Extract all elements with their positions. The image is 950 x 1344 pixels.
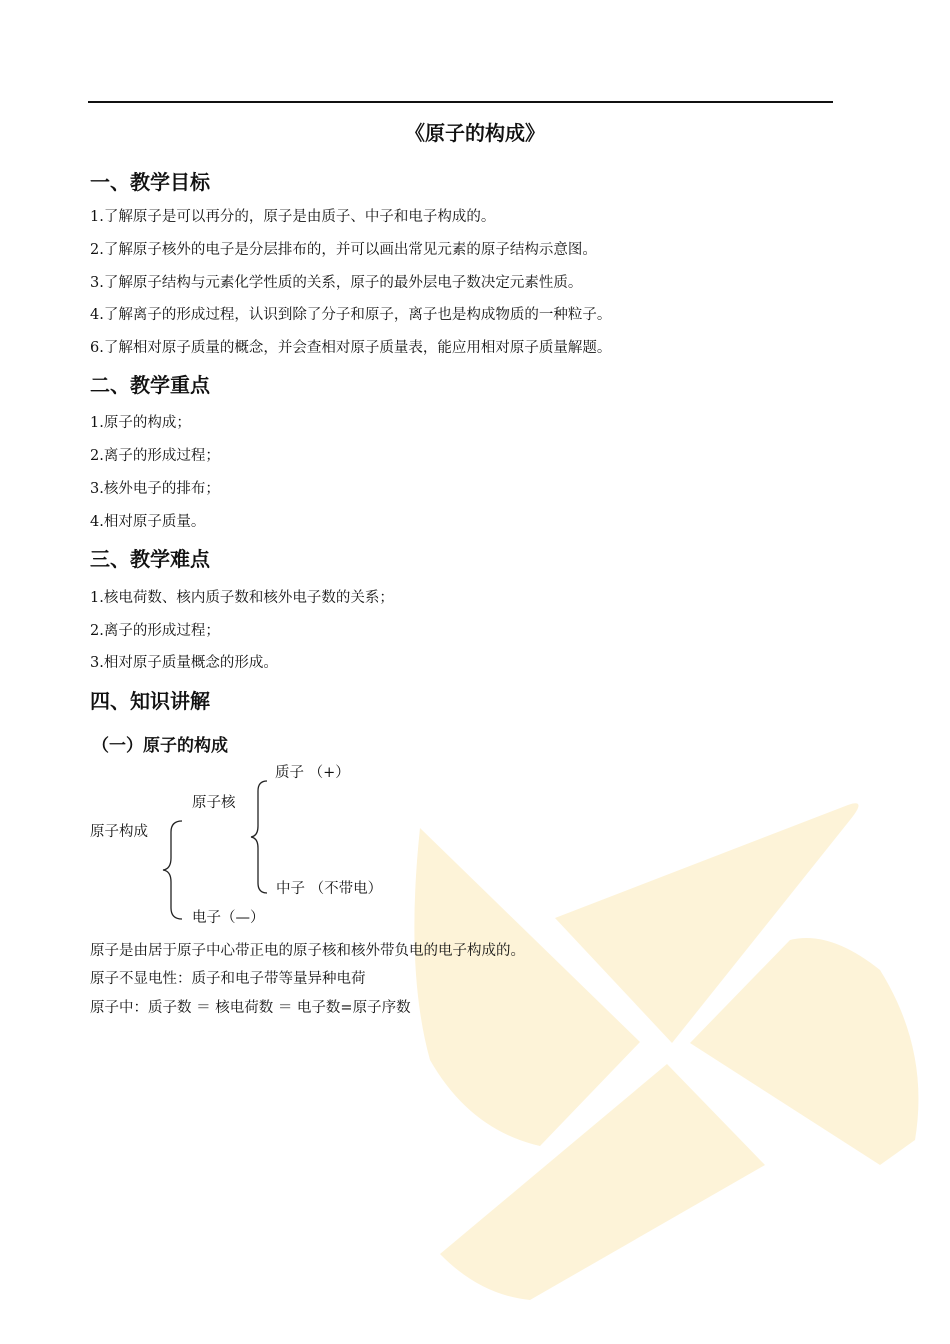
diagram-neutron-label: 中子 （不带电） xyxy=(276,881,383,897)
difficulty-item-2: 2.离子的形成过程； xyxy=(90,623,220,639)
diagram-nucleus-label: 原子核 xyxy=(192,795,236,811)
top-rule xyxy=(88,101,833,103)
diagram-root-label: 原子构成 xyxy=(90,824,148,840)
difficulty-item-1: 1.核电荷数、核内质子数和核外电子数的关系； xyxy=(90,590,394,606)
section-heading-objectives: 一、教学目标 xyxy=(90,170,210,194)
objective-item-3: 3.了解原子结构与元素化学性质的关系，原子的最外层电子数决定元素性质。 xyxy=(90,275,583,291)
key-point-item-3: 3.核外电子的排布； xyxy=(90,481,220,497)
objective-item-4: 4.了解离子的形成过程，认识到除了分子和原子，离子也是构成物质的一种粒子。 xyxy=(90,307,612,323)
diagram-electron-label: 电子（—） xyxy=(192,910,265,926)
key-point-item-4: 4.相对原子质量。 xyxy=(90,514,206,530)
section-heading-key-points: 二、教学重点 xyxy=(90,373,210,397)
key-point-item-1: 1.原子的构成； xyxy=(90,415,191,431)
paragraph-atom-composition: 原子是由居于原子中心带正电的原子核和核外带负电的电子构成的。 xyxy=(90,943,525,959)
diagram-proton-label: 质子 （+） xyxy=(275,765,350,781)
paragraph-atom-equality: 原子中：质子数 ＝ 核电荷数 ＝ 电子数=原子序数 xyxy=(90,1000,411,1016)
objective-item-5: 6.了解相对原子质量的概念，并会查相对原子质量表，能应用相对原子质量解题。 xyxy=(90,340,612,356)
key-point-item-2: 2.离子的形成过程； xyxy=(90,448,220,464)
difficulty-item-3: 3.相对原子质量概念的形成。 xyxy=(90,655,278,671)
objective-item-1: 1.了解原子是可以再分的，原子是由质子、中子和电子构成的。 xyxy=(90,209,496,225)
document-title: 《原子的构成》 xyxy=(405,121,545,145)
section-heading-difficulties: 三、教学难点 xyxy=(90,547,210,571)
objective-item-2: 2.了解原子核外的电子是分层排布的，并可以画出常见元素的原子结构示意图。 xyxy=(90,242,597,258)
subsection-heading-atom-structure: （一）原子的构成 xyxy=(92,736,228,756)
section-heading-knowledge: 四、知识讲解 xyxy=(90,689,210,713)
paragraph-atom-neutral: 原子不显电性：质子和电子带等量异种电荷 xyxy=(90,971,366,987)
